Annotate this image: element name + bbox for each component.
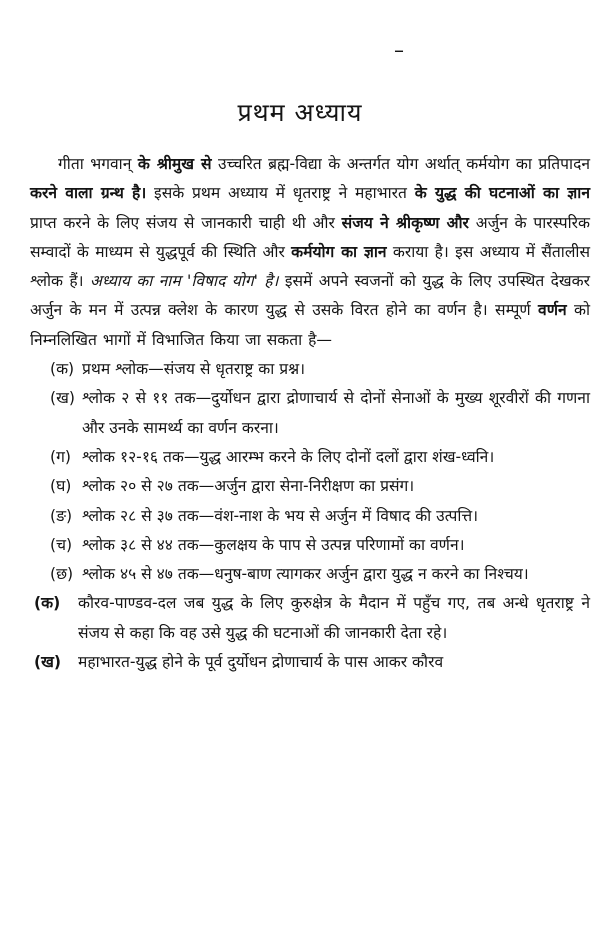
- intro-text: अर्जुन के पारस्परिक सम्वादों के माध्यम से युद्धपूर्व की स्थिति और: [30, 213, 590, 261]
- list-item-text: श्लोक ४५ से ४७ तक—धनुष-बाण त्यागकर अर्जुन द्वारा युद्ध न करने का निश्चय।: [82, 565, 529, 584]
- list-marker: (क): [50, 360, 75, 379]
- list-item-text: श्लोक २० से २७ तक—अर्जुन द्वारा सेना-निरीक्षण का प्रसंग।: [82, 477, 415, 496]
- intro-text: इसमें अपने स्वजनों को युद्ध के लिए उपस्थित देखकर अर्जुन के मन में उत्पन्न क्लेश के कारण युद्ध से उसके विरत होने का वर्णन है। सम्पूर्ण: [30, 272, 590, 320]
- list-marker: (ङ): [50, 506, 73, 525]
- list-item: [30, 384, 590, 443]
- list-marker: (ग): [50, 447, 71, 466]
- intro-text: गीता भगवान्: [58, 155, 138, 173]
- intro-bold-text: करने वाला ग्रन्थ है।: [30, 184, 147, 203]
- list-item: [30, 443, 590, 472]
- list-item-text: श्लोक २८ से ३७ तक—वंश-नाश के भय से अर्जुन में विषाद की उत्पत्ति।: [82, 506, 479, 525]
- intro-text: उच्चरित ब्रह्म-विद्या के अन्तर्गत योग अर्थात् कर्मयोग का प्रतिपादन: [211, 155, 591, 173]
- sub-paragraph-text: कौरव-पाण्डव-दल जब युद्ध के लिए कुरुक्षेत्र के मैदान में पहुँच गए, तब अन्धे धृतराष्ट्र ने संजय से कहा कि वह उसे युद्ध की घटनाओं की जानकारी देता रहे।: [78, 594, 590, 642]
- list-item: [30, 560, 590, 589]
- list-item-text: श्लोक १२-१६ तक—युद्ध आरम्भ करने के लिए दोनों दलों द्वारा शंख-ध्वनि।: [82, 447, 495, 466]
- intro-bold-text: के युद्ध की घटनाओं का ज्ञान: [414, 184, 590, 203]
- list-item: [30, 502, 590, 531]
- intro-text: प्राप्त करने के लिए संजय से जानकारी चाही थी और: [30, 213, 342, 232]
- intro-bold-text: के श्रीमुख से: [137, 155, 212, 173]
- section-list: [30, 355, 590, 589]
- sub-paragraph-marker: (ख): [34, 653, 62, 672]
- intro-bold-text: वर्णन: [538, 301, 567, 320]
- chapter-title: प्रथम अध्याय: [237, 98, 363, 127]
- sub-paragraph-text: महाभारत-युद्ध होने के पूर्व दुर्योधन द्रोणाचार्य के पास आकर कौरव: [78, 653, 444, 672]
- sub-paragraph: [30, 589, 590, 648]
- intro-bold-text: संजय ने श्रीकृष्ण और: [341, 213, 469, 232]
- intro-paragraph: [30, 150, 590, 355]
- list-item: [30, 355, 590, 384]
- intro-italic-text: अध्याय का नाम 'विषाद योग' है।: [89, 272, 279, 291]
- list-marker: (च): [50, 535, 73, 554]
- intro-bold-text: कर्मयोग का ज्ञान: [291, 242, 387, 261]
- intro-text: को निम्नलिखित भागों में विभाजित किया जा सकता है—: [30, 301, 590, 349]
- list-marker: (घ): [50, 477, 72, 496]
- top-mark: –: [394, 38, 404, 62]
- sub-paragraph-marker: (क): [34, 594, 61, 613]
- list-item-text: श्लोक २ से ११ तक—दुर्योधन द्वारा द्रोणाचार्य से दोनों सेनाओं के मुख्य शूरवीरों की गणना और उनके सामर्थ्य का वर्णन करना।: [82, 389, 590, 437]
- list-marker: (छ): [50, 565, 74, 584]
- list-item: [30, 472, 590, 501]
- list-item-text: प्रथम श्लोक—संजय से धृतराष्ट्र का प्रश्न।: [82, 360, 306, 379]
- intro-text: कराया है। इस अध्याय में सैंतालीस श्लोक हैं।: [30, 242, 591, 291]
- chapter-body: [30, 150, 590, 677]
- sub-paragraph: [30, 648, 590, 677]
- list-marker: (ख): [50, 389, 75, 408]
- intro-text: इसके प्रथम अध्याय में धृतराष्ट्र ने महाभारत: [146, 184, 415, 203]
- list-item-text: श्लोक ३८ से ४४ तक—कुलक्षय के पाप से उत्पन्न परिणामों का वर्णन।: [82, 535, 465, 554]
- list-item: [30, 531, 590, 560]
